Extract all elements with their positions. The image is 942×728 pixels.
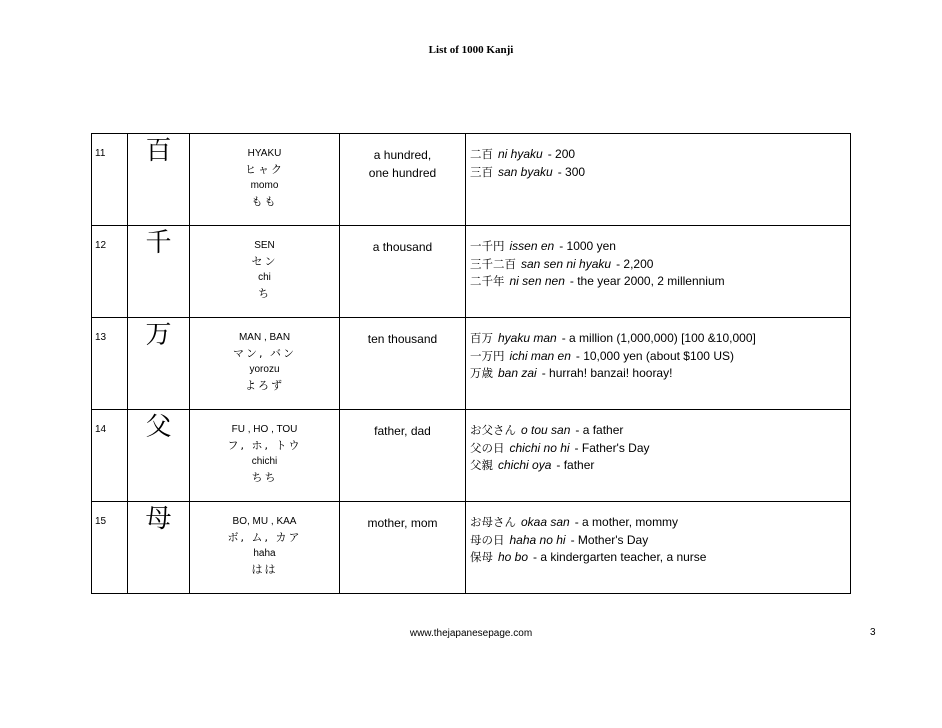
- example-japanese: 二百: [470, 147, 493, 161]
- example-line: [470, 514, 850, 532]
- example-english: - a million (1,000,000) [100 &10,000]: [561, 331, 756, 345]
- meaning-line-1: a hundred,: [373, 148, 432, 162]
- example-line: [470, 348, 850, 366]
- example-english: - the year 2000, 2 millennium: [569, 274, 725, 288]
- kun-reading-hiragana: ち: [258, 287, 271, 300]
- example-romaji: chichi oya: [498, 458, 552, 472]
- kanji-row: [92, 134, 851, 226]
- example-line: [470, 256, 850, 274]
- row-number: 11: [92, 134, 128, 226]
- on-reading-katakana: フ, ホ, トウ: [227, 439, 302, 452]
- kanji-character: 父: [128, 410, 190, 502]
- example-line: [470, 164, 850, 182]
- example-japanese: 父の日: [470, 440, 505, 455]
- kanji-character: 母: [128, 502, 190, 594]
- on-reading-romaji: SEN: [254, 240, 275, 251]
- example-romaji: issen en: [509, 239, 555, 253]
- example-japanese: お母さん: [470, 515, 516, 529]
- examples-cell: [466, 226, 851, 318]
- example-japanese: 一万円: [470, 348, 505, 363]
- examples-cell: [466, 134, 851, 226]
- page-title: List of 1000 Kanji: [428, 44, 514, 56]
- kun-reading-hiragana: もも: [251, 195, 278, 208]
- kanji-row: [92, 318, 851, 410]
- example-english: - 2,200: [616, 256, 654, 271]
- example-romaji: okaa san: [521, 515, 570, 529]
- example-japanese: 一千円: [470, 239, 505, 253]
- kun-reading-romaji: chichi: [251, 456, 278, 467]
- example-romaji: ichi man en: [509, 348, 571, 363]
- row-number: 13: [92, 318, 128, 410]
- kanji-row: [92, 410, 851, 502]
- kun-reading-romaji: chi: [258, 272, 271, 283]
- example-japanese: 百万: [470, 331, 493, 345]
- example-japanese: 三千二百: [470, 256, 516, 271]
- on-reading-romaji: HYAKU: [247, 148, 282, 159]
- example-english: - 300: [557, 164, 586, 179]
- kanji-character: 万: [128, 318, 190, 410]
- example-romaji: ni hyaku: [498, 147, 543, 161]
- meaning-line-1: father, dad: [374, 424, 431, 438]
- example-japanese: 父親: [470, 458, 493, 472]
- example-line: [470, 238, 850, 256]
- on-reading-katakana: セン: [251, 255, 278, 268]
- on-reading-katakana: ボ, ム, カア: [227, 531, 302, 544]
- meaning-cell: [340, 134, 466, 226]
- example-japanese: 母の日: [470, 532, 505, 547]
- on-reading-romaji: MAN , BAN: [238, 332, 291, 343]
- page-number: 3: [870, 627, 876, 638]
- on-reading-katakana: マン, バン: [233, 347, 296, 360]
- reading-cell: [190, 226, 340, 318]
- kun-reading-hiragana: ちち: [251, 471, 278, 484]
- meaning-cell: [340, 410, 466, 502]
- example-romaji: san sen ni hyaku: [521, 256, 612, 271]
- example-english: - father: [556, 458, 595, 472]
- example-english: - Mother's Day: [570, 532, 649, 547]
- example-line: [470, 365, 850, 383]
- kun-reading-romaji: yorozu: [249, 364, 280, 375]
- meaning-line-2: one hundred: [368, 166, 437, 180]
- example-japanese: 三百: [470, 164, 493, 179]
- example-english: - 10,000 yen (about $100 US): [575, 348, 734, 363]
- example-japanese: 保母: [470, 550, 493, 564]
- example-english: - Father's Day: [574, 440, 650, 455]
- example-romaji: ho bo: [498, 550, 529, 564]
- example-line: [470, 273, 850, 291]
- examples-cell: [466, 410, 851, 502]
- example-romaji: ni sen nen: [509, 274, 565, 288]
- meaning-cell: [340, 318, 466, 410]
- example-english: - 1000 yen: [559, 239, 616, 253]
- example-romaji: chichi no hi: [509, 440, 570, 455]
- examples-cell: [466, 502, 851, 594]
- example-line: [470, 549, 850, 567]
- meaning-cell: [340, 502, 466, 594]
- on-reading-romaji: FU , HO , TOU: [231, 424, 298, 435]
- example-romaji: san byaku: [498, 164, 553, 179]
- example-english: - hurrah! banzai! hooray!: [541, 366, 673, 380]
- example-japanese: 万歳: [470, 366, 493, 380]
- example-romaji: ban zai: [498, 366, 537, 380]
- reading-cell: [190, 502, 340, 594]
- kun-reading-hiragana: はは: [251, 563, 278, 576]
- example-line: [470, 440, 850, 458]
- example-english: - a mother, mommy: [574, 515, 679, 529]
- example-line: [470, 330, 850, 348]
- kanji-table: [91, 133, 851, 594]
- kanji-row: [92, 502, 851, 594]
- example-english: - 200: [547, 147, 576, 161]
- meaning-line-1: a thousand: [372, 240, 433, 254]
- meaning-line-1: mother, mom: [367, 516, 438, 530]
- kanji-character: 千: [128, 226, 190, 318]
- reading-cell: [190, 318, 340, 410]
- kun-reading-hiragana: よろず: [245, 379, 284, 392]
- meaning-cell: [340, 226, 466, 318]
- example-romaji: haha no hi: [509, 532, 566, 547]
- kanji-row: [92, 226, 851, 318]
- footer-url: www.thejapanesepage.com: [409, 628, 533, 639]
- example-romaji: hyaku man: [498, 331, 557, 345]
- example-japanese: 二千年: [470, 274, 505, 288]
- example-line: [470, 457, 850, 475]
- row-number: 15: [92, 502, 128, 594]
- example-line: [470, 422, 850, 440]
- on-reading-katakana: ヒャク: [245, 163, 284, 176]
- reading-cell: [190, 410, 340, 502]
- meaning-line-1: ten thousand: [367, 332, 438, 346]
- example-line: [470, 146, 850, 164]
- example-english: - a kindergarten teacher, a nurse: [533, 550, 707, 564]
- row-number: 14: [92, 410, 128, 502]
- kanji-character: 百: [128, 134, 190, 226]
- example-romaji: o tou san: [521, 423, 571, 437]
- kun-reading-romaji: haha: [253, 548, 276, 559]
- example-japanese: お父さん: [470, 423, 516, 437]
- reading-cell: [190, 134, 340, 226]
- kun-reading-romaji: momo: [250, 180, 279, 191]
- on-reading-romaji: BO, MU , KAA: [232, 516, 297, 527]
- example-line: [470, 532, 850, 550]
- row-number: 12: [92, 226, 128, 318]
- example-english: - a father: [575, 423, 624, 437]
- examples-cell: [466, 318, 851, 410]
